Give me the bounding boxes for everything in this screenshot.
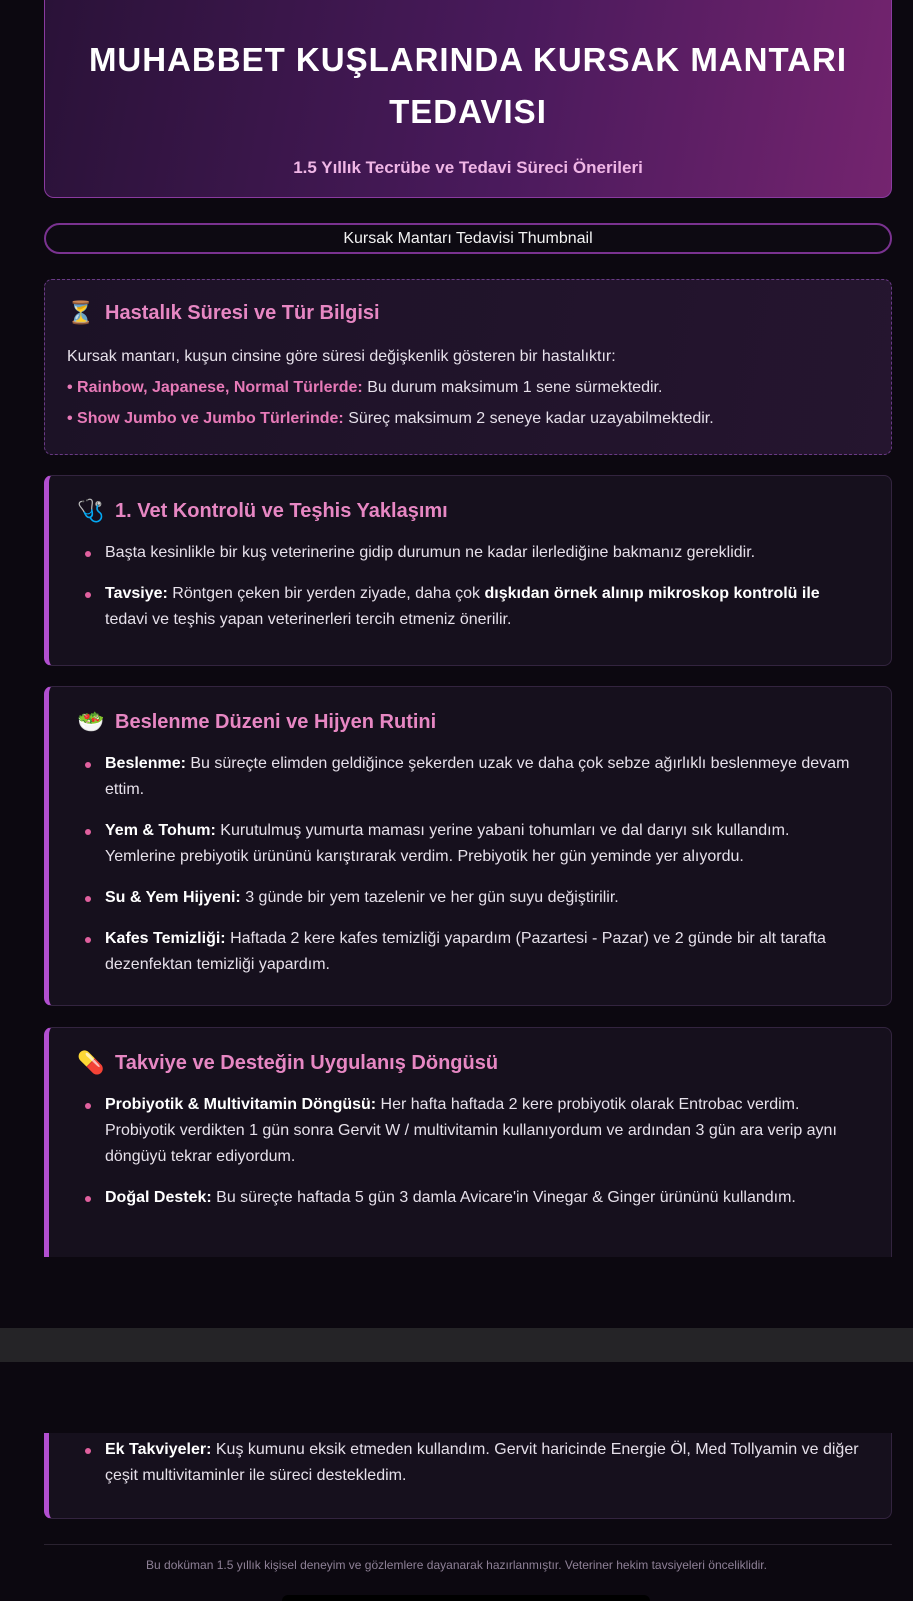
disease-info-card [44, 279, 892, 455]
stethoscope-icon: 🩺 [77, 498, 105, 523]
footer-divider [44, 1544, 892, 1545]
info-row-2: • Show Jumbo ve Jumbo Türlerinde: Süreç maksimum 2 seneye kadar uzayabilmektedir. [67, 410, 714, 427]
list-item: Beslenme: Bu süreçte elimden geldiğince şekerden uzak ve daha çok sebze ağırlıklı beslenmeye devam ettim. [77, 751, 863, 803]
page-header [44, 0, 892, 198]
list-item: Başta kesinlikle bir kuş veterinerine gidip durumun ne kadar ilerlediğine bakmanız gereklidir. [77, 540, 863, 566]
supplements-list-continued [77, 1437, 863, 1489]
info-row-1: • Rainbow, Japanese, Normal Türlerde: Bu durum maksimum 1 sene sürmektedir. [67, 379, 663, 396]
pill-icon: 💊 [77, 1050, 105, 1075]
list-item: Tavsiye: Röntgen çeken bir yerden ziyade, daha çok dışkıdan örnek alınıp mikroskop kontrolü ile tedavi ve teşhis yapan veterinerleri tercih etmeniz önerilir. [77, 581, 863, 633]
list-item: Kafes Temizliği: Haftada 2 kere kafes temizliği yapardım (Pazartesi - Pazar) ve 2 günde bir alt tarafta dezenfektan temizliği yapardım. [77, 926, 863, 978]
nutrition-title-text: Beslenme Düzeni ve Hijyen Rutini [115, 710, 437, 733]
nutrition-card [44, 686, 892, 1006]
page-break-bar [0, 1328, 913, 1362]
supplements-card [44, 1027, 892, 1257]
vet-title-text: 1. Vet Kontrolü ve Teşhis Yaklaşımı [115, 499, 448, 522]
page-subtitle: 1.5 Yıllık Tecrübe ve Tedavi Süreci Önerileri [293, 158, 643, 177]
list-item: Ek Takviyeler: Kuş kumunu eksik etmeden kullandım. Gervit haricinde Energie Öl, Med Tollyamin ve diğer çeşit multivitaminler ile süreci destekledim. [77, 1437, 863, 1489]
info-row-2-text: Süreç maksimum 2 seneye kadar uzayabilmektedir. [343, 410, 714, 427]
list-item: Su & Yem Hijyeni: 3 günde bir yem tazelenir ve her gün suyu değiştirilir. [77, 885, 863, 911]
nutrition-card-title [77, 709, 863, 735]
nutrition-list [77, 751, 863, 978]
info-row-2-label: Show Jumbo ve Jumbo Türlerinde: [77, 410, 344, 427]
info-card-title [67, 300, 869, 326]
list-item: Yem & Tohum: Kurutulmuş yumurta maması yerine yabani tohumları ve dal darıyı sık kullandım. Yemlerine prebiyotik ürününü karıştırarak verdim. Prebiyotik her gün yeminde yer alıyordu. [77, 818, 863, 870]
footer-note: Bu doküman 1.5 yıllık kişisel deneyim ve gözlemlere dayanarak hazırlanmıştır. Veteriner hekim tavsiyeleri önceliklidir. [146, 1558, 767, 1572]
list-item: Probiyotik & Multivitamin Döngüsü: Her hafta haftada 2 kere probiyotik olarak Entrobac verdim. Probiyotik verdikten 1 gün sonra Gervit W / multivitamin kullanıyordum ve ardından 3 gün ara verip aynı döngüyü tekrar ediyordum. [77, 1092, 863, 1170]
salad-icon: 🥗 [77, 709, 105, 734]
thumbnail-label: Kursak Mantarı Tedavisi Thumbnail [343, 230, 593, 247]
home-indicator[interactable] [282, 1595, 650, 1601]
vet-card-title [77, 498, 863, 524]
page-title: MUHABBET KUŞLARINDA KURSAK MANTARI TEDAVISI [88, 41, 848, 130]
vet-card [44, 475, 892, 666]
info-row-1-text: Bu durum maksimum 1 sene sürmektedir. [362, 379, 663, 396]
hourglass-icon: ⏳ [67, 300, 95, 325]
supplements-title-text: Takviye ve Desteğin Uygulanış Döngüsü [115, 1051, 499, 1074]
supplements-list [77, 1092, 863, 1211]
thumbnail-placeholder [44, 223, 892, 254]
info-row-1-label: Rainbow, Japanese, Normal Türlerde: [77, 379, 363, 396]
list-item: Doğal Destek: Bu süreçte haftada 5 gün 3 damla Avicare'in Vinegar & Ginger ürününü kullandım. [77, 1185, 863, 1211]
info-title-text: Hastalık Süresi ve Tür Bilgisi [105, 301, 380, 324]
info-lead: Kursak mantarı, kuşun cinsine göre süresi değişkenlik gösteren bir hastalıktır: [67, 348, 616, 365]
vet-list [77, 540, 863, 633]
supplements-card-continued [44, 1433, 892, 1519]
supplements-card-title [77, 1050, 863, 1076]
